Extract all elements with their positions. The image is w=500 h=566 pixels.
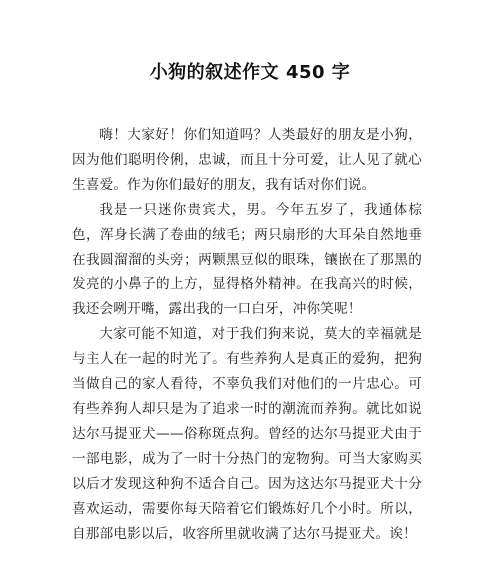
document-body <box>72 123 422 546</box>
paragraph-1: 嗨！大家好！你们知道吗？人类最好的朋友是小狗，因为他们聪明伶俐，忠诚，而且十分可爱，让人见了就心生喜爱。作为你们最好的朋友，我有话对你们说。 <box>72 127 422 193</box>
paragraph-2: 我是一只迷你贵宾犬，男。今年五岁了，我通体棕色，浑身长满了卷曲的绒毛；两只扇形的大耳朵自然地垂在我圆溜溜的头旁；两颗黑豆似的眼珠，镶嵌在了那黑的发亮的小鼻子的上方，显得格外精神。在我高兴的时候，我还会咧开嘴，露出我的一口白牙，冲你笑呢！ <box>72 201 422 318</box>
document-title: 小狗的叙述作文 450 字 <box>149 62 351 83</box>
paragraph-3: 大家可能不知道，对于我们狗来说，莫大的幸福就是与主人在一起的时光了。有些养狗人是真正的爱狗，把狗当做自己的家人看待，不辜负我们对他们的一片忠心。可有些养狗人却只是为了追求一时的潮流而养狗。就比如说达尔马提亚犬——俗称斑点狗。曾经的达尔马提亚犬由于一部电影，成为了一时十分热门的宠物狗。可当大家购买以后才发现这种狗不适合自己。因为这达尔马提亚犬十分喜欢运动，需要你每天陪着它们锻炼好几个小时。所以，自那部电影以后，收容所里就收满了达尔马提亚犬。诶！ <box>72 326 422 542</box>
